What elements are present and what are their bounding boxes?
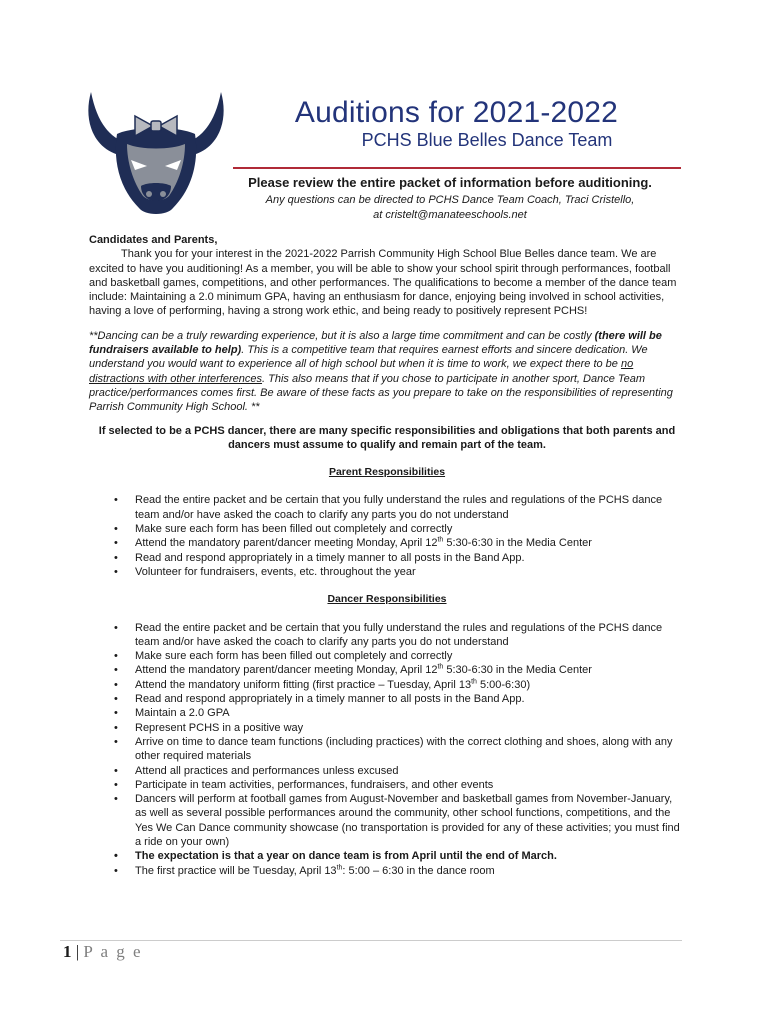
dancer-list	[89, 621, 685, 878]
note-distractions: no distractions with other interferences	[89, 358, 634, 385]
intro-paragraph: Thank you for your interest in the 2021-2022 Parrish Community High School Blue Belles dance team. We are excited to have you auditioning! As a member, you will be able to show your school spirit through performances, football and basketball games, competitions, and other performances. The qualifications to become a member of the dance team include: Maintaining a 2.0 minimum GPA, having an enthusiasm for dance, enjoying being involved in school activities, having a love of performing, having a strong work ethic, and being ready to positively represent PCHS!	[89, 248, 677, 318]
title-divider	[233, 167, 681, 169]
list-item: • The expectation is that a year on dance team is from April until the end of March.	[89, 849, 685, 863]
page-number: 1	[63, 942, 72, 961]
list-item: • Volunteer for fundraisers, events, etc. throughout the year	[89, 565, 685, 579]
list-item: • Make sure each form has been filled out completely and correctly	[89, 649, 685, 663]
item-text: : 5:00 – 6:30 in the dance room	[342, 864, 495, 877]
page-separator: |	[71, 942, 84, 961]
page-label: P a g e	[83, 942, 143, 961]
greeting: Candidates and Parents,	[89, 234, 218, 246]
page-subtitle: PCHS Blue Belles Dance Team	[361, 130, 613, 150]
ordinal: th	[336, 863, 343, 871]
list-item: • Dancers will perform at football games from August-November and basketball games from November-January, as well as several possible performances around the community, other school functions, competitions, and the Yes We Can Dance community showcase (no transportation is provided for any of these activities; you must find a ride on your own)	[89, 792, 685, 849]
contact-note	[190, 193, 710, 223]
list-item: • Read the entire packet and be certain that you fully understand the rules and regulations of the PCHS dance team and/or have asked the coach to clarify any parts you do not understand	[89, 621, 685, 650]
contact-line-2: at cristelt@manateeschools.net	[373, 209, 527, 221]
list-item	[89, 678, 685, 692]
list-item: • Maintain a 2.0 GPA	[89, 706, 685, 720]
list-item	[89, 663, 685, 677]
note-part-1: **Dancing can be a truly rewarding experience, but it is also a large time commitment and can be costly	[89, 329, 595, 342]
page-title: Auditions for 2021-2022	[294, 96, 619, 129]
list-item: • Read the entire packet and be certain that you fully understand the rules and regulations of the PCHS dance team and/or have asked the coach to clarify any parts you do not understand	[89, 493, 685, 522]
list-item	[89, 536, 685, 550]
note-part-3: . This also means that if you chose to participate in another sport, Dance Team practice/performances comes first. Be aware of these facts as you prepare to take on the responsibilities of representing Parrish Community High School. **	[89, 372, 673, 414]
item-text: Attend the mandatory uniform fitting (first practice – Tuesday, April 13	[135, 678, 472, 691]
item-text: Attend the mandatory parent/dancer meeting Monday, April 12	[135, 664, 438, 677]
item-text: 5:30-6:30 in the Media Center	[443, 664, 592, 677]
footer-divider	[60, 940, 682, 941]
list-item: • Make sure each form has been filled out completely and correctly	[89, 522, 685, 536]
page-footer	[63, 942, 143, 962]
commitment-note	[89, 329, 685, 415]
item-text: 5:30-6:30 in the Media Center	[443, 537, 592, 550]
ordinal: th	[437, 536, 444, 544]
note-fundraiser: (there will be fundraisers available to help)	[89, 329, 662, 357]
list-item: • Attend all practices and performances unless excused	[89, 764, 685, 778]
parent-heading: Parent Responsibilities	[328, 466, 446, 479]
review-notice: Please review the entire packet of information before auditioning.	[248, 175, 652, 190]
list-item: • Read and respond appropriately in a timely manner to all posts in the Band App.	[89, 551, 685, 565]
item-text: The first practice will be Tuesday, April 13	[135, 864, 337, 877]
list-item: • Read and respond appropriately in a timely manner to all posts in the Band App.	[89, 692, 685, 706]
item-text: 5:00-6:30)	[476, 678, 531, 691]
list-item: • Arrive on time to dance team functions (including practices) with the correct clothing and shoes, along with any other required materials	[89, 735, 685, 764]
document-body	[89, 233, 685, 878]
parent-list	[89, 493, 685, 579]
list-item: • Participate in team activities, performances, fundraisers, and other events	[89, 778, 685, 792]
contact-line-1: Any questions can be directed to PCHS Dance Team Coach, Traci Cristello,	[265, 194, 635, 206]
item-text: Attend the mandatory parent/dancer meeting Monday, April 12	[135, 537, 438, 550]
selected-statement: If selected to be a PCHS dancer, there are many specific responsibilities and obligations that both parents and dancers must assume to qualify and remain part of the team.	[98, 424, 676, 451]
note-part-2: . This is a competitive team that requires earnest efforts and sincere dedication. We understand you would want to experience all of high school but when it is time to work, we expect there to be	[89, 344, 648, 371]
ordinal: th	[437, 663, 444, 671]
dancer-heading: Dancer Responsibilities	[327, 593, 447, 606]
list-item	[89, 864, 685, 878]
ordinal: th	[471, 678, 477, 686]
list-item: • Represent PCHS in a positive way	[89, 721, 685, 735]
